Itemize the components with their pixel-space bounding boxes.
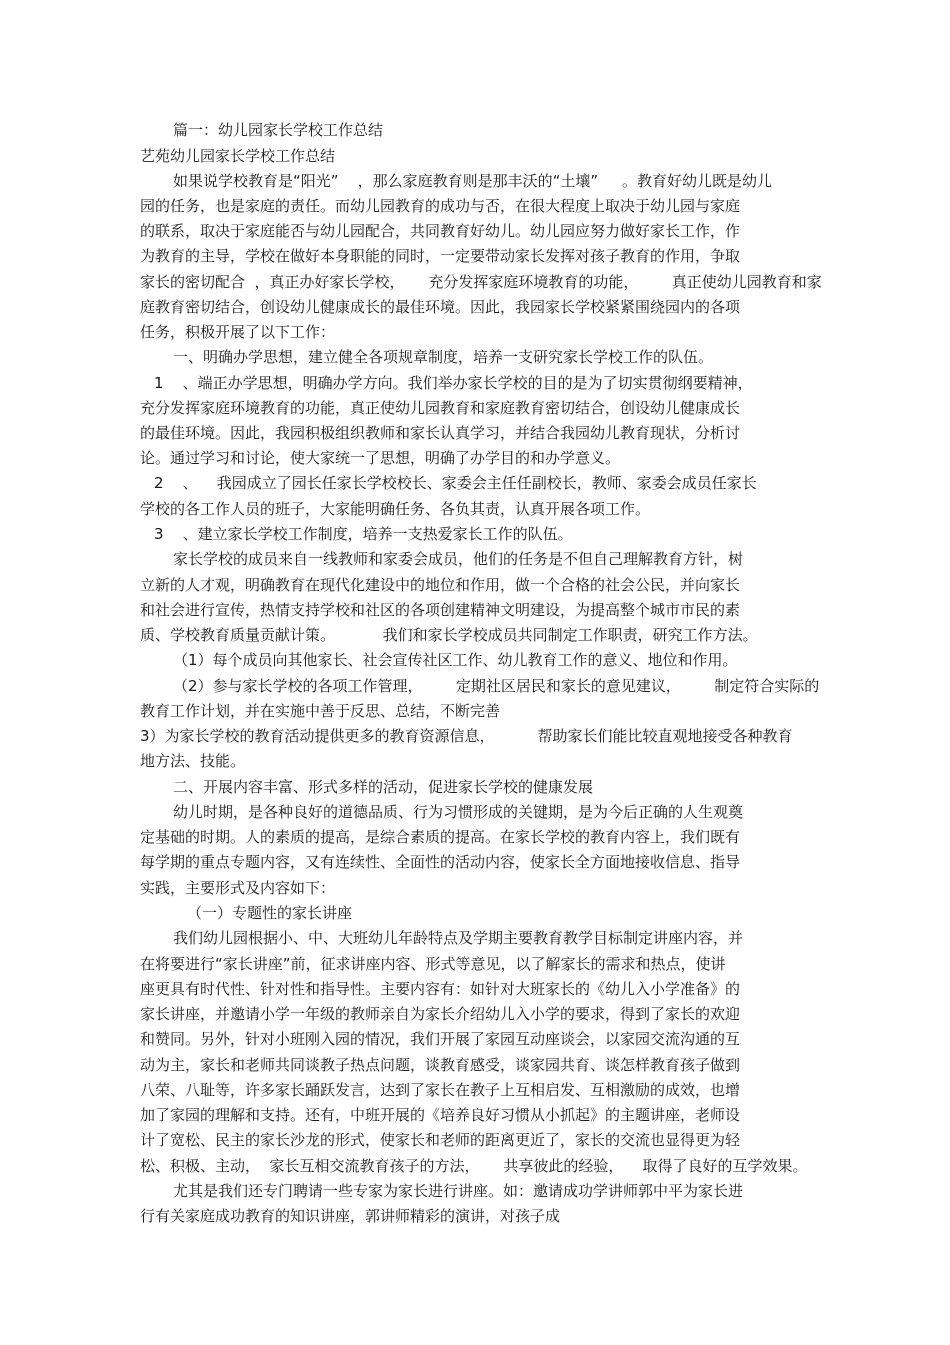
paragraph-line: 每学期的重点专题内容，又有连续性、全面性的活动内容，使家长全方面地接收信息、指导 — [140, 853, 741, 871]
paragraph-line: 家长学校的成员来自一线教师和家委会成员，他们的任务是不但自己理解教育方针，树 — [173, 550, 744, 568]
section-heading: 二、开展内容丰富、形式多样的活动，促进家长学校的健康发展 — [173, 778, 594, 796]
paragraph-line: 园的任务，也是家庭的责任。而幼儿园教育的成功与否，在很大程度上取决于幼儿园与家庭 — [140, 197, 741, 215]
paragraph-line: 地方法、技能。 — [140, 752, 246, 770]
paragraph-line: 如果说学校教育是“阳光” ，那么家庭教育则是那丰沃的“土壤” 。教育好幼儿既是幼儿 — [173, 172, 773, 190]
paragraph-line: 为教育的主导，学校在做好本身职能的同时，一定要带动家长发挥对孩子教育的作用，争取 — [140, 247, 741, 265]
section-heading: 一、明确办学思想，建立健全各项规章制度，培养一支研究家长学校工作的队伍。 — [173, 348, 714, 366]
paragraph-line: 松、积极、主动， 家长互相交流教育孩子的方法， 共享彼此的经验， 取得了良好的互学效果。 — [140, 1157, 808, 1175]
paragraph-line: 庭教育密切结合，创设幼儿健康成长的最佳环境。因此，我园家长学校紧紧围绕园内的各项 — [140, 298, 741, 316]
paragraph-line: 充分发挥家庭环境教育的功能，真正使幼儿园教育和家庭教育密切结合，创设幼儿健康成长 — [140, 399, 741, 417]
paragraph-line: 在将要进行“家长讲座”前，征求讲座内容、形式等意见，以了解家长的需求和热点，使讲 — [140, 955, 726, 973]
subsection-heading: （一）专题性的家长讲座 — [187, 904, 353, 922]
paragraph-line: 立新的人才观，明确教育在现代化建设中的地位和作用，做一个合格的社会公民，并向家长 — [140, 576, 741, 594]
paragraph-line: 论。通过学习和讨论，使大家统一了思想，明确了办学目的和办学意义。 — [140, 449, 621, 467]
paragraph-line: 和社会进行宣传，热情支持学校和社区的各项创建精神文明建设，为提高整个城市市民的素 — [140, 601, 741, 619]
document-subtitle: 艺苑幼儿园家长学校工作总结 — [140, 147, 336, 165]
paragraph-line: 的联系，取决于家庭能否与幼儿园配合，共同教育好幼儿。幼儿园应努力做好家长工作，作 — [140, 222, 741, 240]
paragraph-line: 学校的各工作人员的班子，大家能明确任务、各负其责，认真开展各项工作。 — [140, 500, 651, 518]
paragraph-line: 的最佳环境。因此，我园积极组织教师和家长认真学习，并结合我园幼儿教育现状，分析讨 — [140, 424, 741, 442]
paragraph-line: 动为主，家长和老师共同谈教子热点问题，谈教育感受，谈家园共育、谈怎样教育孩子做到 — [140, 1056, 741, 1074]
list-item: 3）为家长学校的教育活动提供更多的教育资源信息， 帮助家长们能比较直观地接受各种教育 — [140, 727, 793, 745]
paragraph-line: 质、学校教育质量贡献计策。 我们和家长学校成员共同制定工作职责，研究工作方法。 — [140, 626, 758, 644]
paragraph-line: 和赞同。另外，针对小班刚入园的情况，我们开展了家园互动座谈会，以家园交流沟通的互 — [140, 1030, 741, 1048]
paragraph-line: 幼儿时期，是各种良好的道德品质、行为习惯形成的关键期，是为今后正确的人生观奠 — [173, 803, 744, 821]
paragraph-line: 行有关家庭成功教育的知识讲座，郭讲师精彩的演讲，对孩子成 — [140, 1207, 561, 1225]
paragraph-line: 教育工作计划，并在实施中善于反思、总结，不断完善 — [140, 702, 501, 720]
paragraph-line: 我们幼儿园根据小、中、大班幼儿年龄特点及学期主要教育教学目标制定讲座内容，并 — [173, 929, 744, 947]
paragraph-line: 定基础的时期。人的素质的提高，是综合素质的提高。在家长学校的教育内容上，我们既有 — [140, 828, 741, 846]
paragraph-line: 计了宽松、民主的家长沙龙的形式，使家长和老师的距离更近了，家长的交流也显得更为轻 — [140, 1131, 741, 1149]
numbered-item: 1 、端正办学思想，明确办学方向。我们举办家长学校的目的是为了切实贯彻纲要精神， — [154, 374, 753, 392]
paragraph-line: 尤其是我们还专门聘请一些专家为家长进行讲座。如：邀请成功学讲师郭中平为家长进 — [173, 1182, 744, 1200]
paragraph-line: 八荣、八耻等，许多家长踊跃发言，达到了家长在教子上互相启发、互相激励的成效，也增 — [140, 1081, 741, 1099]
numbered-item: 3 、建立家长学校工作制度，培养一支热爱家长工作的队伍。 — [154, 525, 573, 543]
list-item: （1）每个成员向其他家长、社会宣传社区工作、幼儿教育工作的意义、地位和作用。 — [173, 651, 738, 669]
numbered-item: 2 、 我园成立了园长任家长学校校长、家委会主任任副校长，教师、家委会成员任家长 — [154, 474, 757, 492]
paragraph-line: 加了家园的理解和支持。还有，中班开展的《培养良好习惯从小抓起》的主题讲座，老师设 — [140, 1106, 741, 1124]
paragraph-line: 家长讲座，并邀请小学一年级的教师亲自为家长介绍幼儿入小学的要求，得到了家长的欢迎 — [140, 1005, 741, 1023]
document-heading: 篇一：幼儿园家长学校工作总结 — [173, 121, 384, 139]
list-item: （2）参与家长学校的各项工作管理， 定期社区居民和家长的意见建议， 制定符合实际的 — [173, 677, 820, 695]
paragraph-line: 实践，主要形式及内容如下： — [140, 879, 336, 897]
paragraph-line: 任务，积极开展了以下工作： — [140, 323, 336, 341]
paragraph-line: 座更具有时代性、针对性和指导性。主要内容有：如针对大班家长的《幼儿入小学准备》的 — [140, 980, 741, 998]
paragraph-line: 家长的密切配合 ，真正办好家长学校， 充分发挥家庭环境教育的功能， 真正使幼儿园教育和家 — [140, 273, 822, 291]
